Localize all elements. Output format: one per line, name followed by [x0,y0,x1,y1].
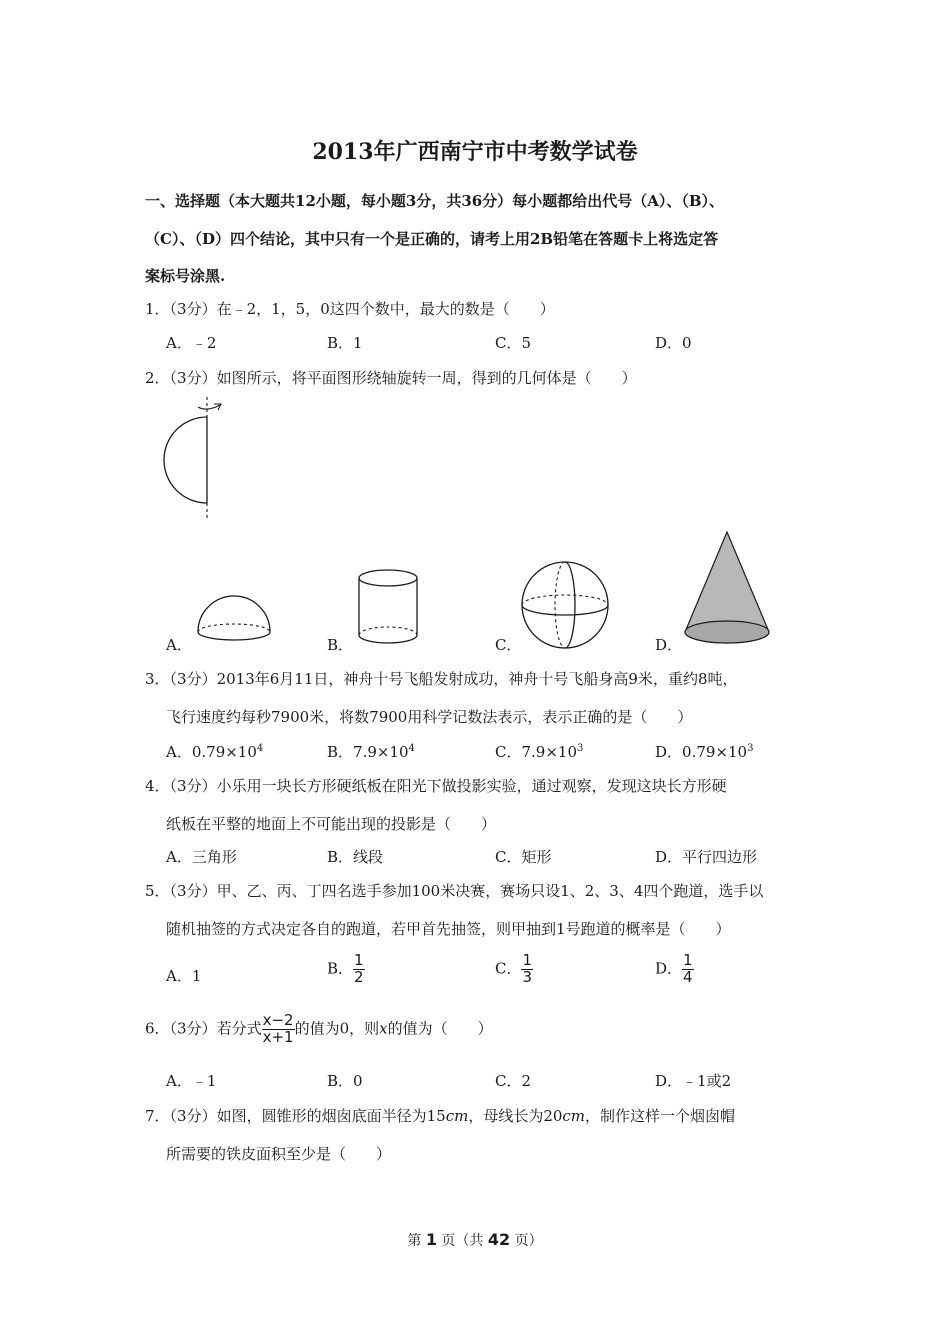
q6-fraction: $\frac{x-2}{x+1}$ [262,1011,294,1046]
q3-option-a: A．$0.79\times 10^4$ [166,743,264,761]
q6-option-c: C．2 [495,1072,532,1090]
cylinder-shape [352,565,424,650]
q1-option-d: D．0 [655,334,692,352]
page-title: 2013年广西南宁市中考数学试卷 [312,139,638,165]
q4-option-d: D．平行四边形 [655,848,758,866]
q2-option-d: D． [655,636,683,654]
page-footer: 第 1 页（共 42 页） [407,1230,543,1249]
q2-option-c: C． [495,636,522,654]
q5-option-a: A．1 [166,967,202,985]
q4-option-b: B．线段 [327,848,384,866]
section-heading-line-1: 一、选择题（本大题共12小题，每小题3分，共36分）每小题都给出代号（A）、（B）、 [145,192,725,210]
question-7-line-2: 所需要的铁皮面积至少是（ ） [166,1145,392,1163]
question-3-line-2: 飞行速度约每秒7900米，将数7900用科学记数法表示，表示正确的是（ ） [166,708,693,726]
q2-option-a: A． [166,636,192,654]
q4-option-c: C．矩形 [495,848,552,866]
q1-option-c: C．5 [495,334,532,352]
hemisphere-shape [190,590,280,650]
question-7-line-1: 7．（3分）如图，圆锥形的烟囱底面半径为15cm，母线长为20cm，制作这样一个烟囱帽 [145,1107,736,1125]
question-2: 2．（3分）如图所示，将平面图形绕轴旋转一周，得到的几何体是（ ） [145,369,637,387]
q5-option-d: D． $\frac{1}{4}$ [655,951,693,986]
question-5-line-1: 5．（3分）甲、乙、丙、丁四名选手参加100米决赛，赛场只设1、2、3、4四个跑道，选手以 [145,882,764,900]
q5-fraction-d: $\frac{1}{4}$ [683,951,693,986]
question-6: 6．（3分）若分式 $\frac{x-2}{x+1}$ 的值为0，则x的值为（ ） [145,1011,493,1046]
q2-option-b: B． [327,636,354,654]
q3-option-b: B．$7.9\times 10^4$ [327,743,415,761]
q1-option-b: B．1 [327,334,363,352]
q5-fraction-c: $\frac{1}{3}$ [522,951,533,986]
q6-option-b: B．0 [327,1072,363,1090]
semicircle-rotation-figure [158,395,238,525]
question-4-line-1: 4．（3分）小乐用一块长方形硬纸板在阳光下做投影实验，通过观察，发现这块长方形硬 [145,777,727,795]
section-heading-line-2: （C）、（D）四个结论，其中只有一个是正确的，请考上用2B铅笔在答题卡上将选定答 [145,230,719,248]
cone-shape [680,528,776,650]
q5-option-c: C． $\frac{1}{3}$ [495,951,533,986]
q4-option-a: A．三角形 [166,848,237,866]
question-5-line-2: 随机抽签的方式决定各自的跑道，若甲首先抽签，则甲抽到1号跑道的概率是（ ） [166,920,731,938]
section-heading-line-3: 案标号涂黑. [145,267,226,285]
q1-option-a: A．﹣2 [166,334,217,352]
question-1: 1．（3分）在﹣2，1，5，0这四个数中，最大的数是（ ） [145,300,555,318]
question-3-line-1: 3．（3分）2013年6月11日，神舟十号飞船发射成功，神舟十号飞船身高9米，重约8吨， [145,670,738,688]
q5-fraction-b: $\frac{1}{2}$ [354,951,364,986]
q5-option-b: B． $\frac{1}{2}$ [327,951,364,986]
q3-option-d: D．$0.79\times 10^3$ [655,743,754,761]
sphere-shape [518,558,612,652]
q6-option-d: D．﹣1或2 [655,1072,732,1090]
question-4-line-2: 纸板在平整的地面上不可能出现的投影是（ ） [166,815,497,833]
q3-option-c: C．$7.9\times 10^3$ [495,743,584,761]
q6-option-a: A．﹣1 [166,1072,217,1090]
